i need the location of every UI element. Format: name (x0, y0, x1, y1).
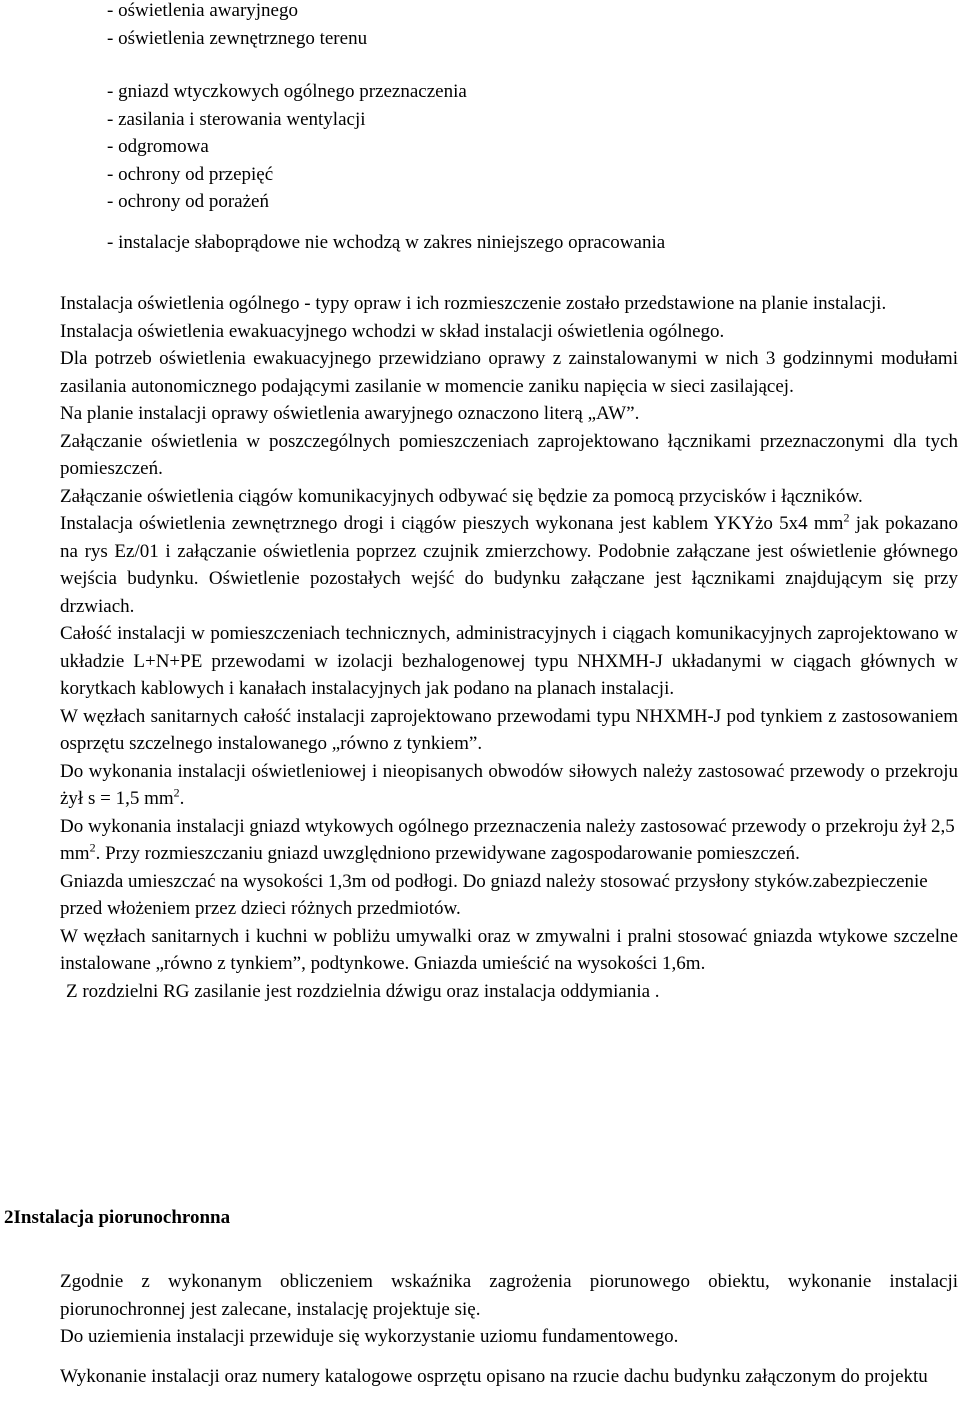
superscript: 2 (843, 510, 850, 525)
paragraph-text: Do wykonania instalacji gniazd wtykowych ogólnego przeznaczenia należy zastosować przewody o przekroju żył 2,5 mm (60, 815, 955, 864)
list-item: - oświetlenia zewnętrznego terenu (107, 27, 368, 49)
paragraph-lighting-wires (60, 758, 958, 813)
paragraph-roof-plan: Wykonanie instalacji oraz numery katalogowe osprzętu opisano na rzucie dachu budynku załączonym do projektu (60, 1365, 928, 1387)
paragraph-text: Do wykonania instalacji oświetleniowej i nieopisanych obwodów siłowych należy zastosować przewody o przekroju żył s = 1,5 mm (60, 760, 958, 809)
list-item: - gniazd wtyczkowych ogólnego przeznaczenia (107, 81, 467, 102)
list-item: - zasilania i sterowania wentylacji (107, 108, 366, 130)
scope-exclusion-note: - instalacje słaboprądowe nie wchodzą w zakres niniejszego opracowania (107, 232, 666, 253)
list-item: - oświetlenia awaryjnego (107, 0, 298, 21)
list-item: - ochrony od przepięć (107, 163, 274, 185)
paragraph-general-lighting: Instalacja oświetlenia ogólnego - typy opraw i ich rozmieszczenie zostało przedstawione na planie instalacji. (60, 293, 887, 314)
paragraph-text: . Przy rozmieszczaniu gniazd uwzględniono przewidywane zagospodarowanie pomieszczeń. (95, 843, 800, 864)
paragraph-sanitary-nodes: W węzłach sanitarnych całość instalacji zaprojektowano przewodami typu NHXMH-J pod tynkiem z zastosowaniem osprzętu szczelnego instalowanego „równo z tynkiem”. (60, 705, 958, 754)
paragraph-socket-wires (60, 813, 958, 868)
paragraph-sealed-sockets: W węzłach sanitarnych i kuchni w pobliżu umywalki oraz w zmywalni i pralni stosować gniazda wtykowe szczelne instalowane „równo z tynkiem”, podtynkowe. Gniazda umieścić na wysokości 1,6m. (60, 925, 958, 974)
paragraph-evacuation-fixtures: Dla potrzeb oświetlenia ewakuacyjnego przewidziano oprawy z zainstalowanymi w nich 3 godzinnymi modułami zasilania autonomicznego podającymi zasilanie w momencie zaniku napięcia w sieci zasilającej. (60, 348, 958, 397)
lighting-description-body (60, 290, 958, 1005)
paragraph-grounding: Do uziemienia instalacji przewiduje się wykorzystanie uziomu fundamentowego. (60, 1326, 679, 1347)
paragraph-evacuation-lighting: Instalacja oświetlenia ewakuacyjnego wchodzi w skład instalacji oświetlenia ogólnego. (60, 320, 725, 342)
list-item: - ochrony od porażeń (107, 191, 269, 212)
paragraph-room-switching: Załączanie oświetlenia w poszczególnych pomieszczeniach zaprojektowano łącznikami przeznaczonymi dla tych pomieszczeń. (60, 430, 958, 479)
paragraph-corridor-switching: Załączanie oświetlenia ciągów komunikacyjnych odbywać się będzie za pomocą przycisków i łączników. (60, 485, 863, 507)
paragraph-socket-height: Gniazda umieszczać na wysokości 1,3m od podłogi. Do gniazd należy stosować przysłony styków.zabezpieczenie przed włożeniem przez dzieci różnych przedmiotów. (60, 870, 928, 919)
section-heading-lightning-protection: 2Instalacja piorunochronna (4, 1207, 231, 1228)
list-item: - odgromowa (107, 136, 209, 157)
paragraph-text: . (179, 788, 185, 809)
superscript: 2 (89, 840, 96, 855)
paragraph-text: jak pokazano na rys Ez/01 i załączanie oświetlenia poprzez czujnik zmierzchowy. Podobnie załączane jest oświetlenie głównego wejścia budynku. Oświetlenie pozostałych wejść do budynku załączane jest łącznikami znajdującym się przy drzwiach. (60, 513, 958, 617)
paragraph-cabling-system: Całość instalacji w pomieszczeniach technicznych, administracyjnych i ciągach komunikacyjnych zaprojektowano w układzie L+N+PE przewodami w izolacji bezhalogenowej typu NHXMH-J układanymi w ciągach głównych w korytkach kablowych i kanałach instalacyjnych jak podano na planach instalacji. (60, 623, 958, 699)
superscript: 2 (173, 785, 180, 800)
paragraph-external-lighting (60, 510, 958, 620)
paragraph-aw-marking: Na planie instalacji oprawy oświetlenia awaryjnego oznaczono literą „AW”. (60, 403, 640, 424)
paragraph-rg-distribution: Z rozdzielni RG zasilanie jest rozdzielnia dźwigu oraz instalacja oddymiania . (66, 980, 660, 1002)
installation-scope-list (107, 78, 867, 216)
lightning-protection-body (60, 1268, 958, 1390)
paragraph-text: Instalacja oświetlenia zewnętrznego drogi i ciągów pieszych wykonana jest kablem YKYżo 5x4 mm (60, 513, 844, 534)
paragraph-risk-assessment: Zgodnie z wykonanym obliczeniem wskaźnika zagrożenia piorunowego obiektu, wykonanie instalacji piorunochronnej jest zalecane, instalację projektuje się. (60, 1271, 958, 1320)
installation-scope-list-top (107, 0, 867, 52)
